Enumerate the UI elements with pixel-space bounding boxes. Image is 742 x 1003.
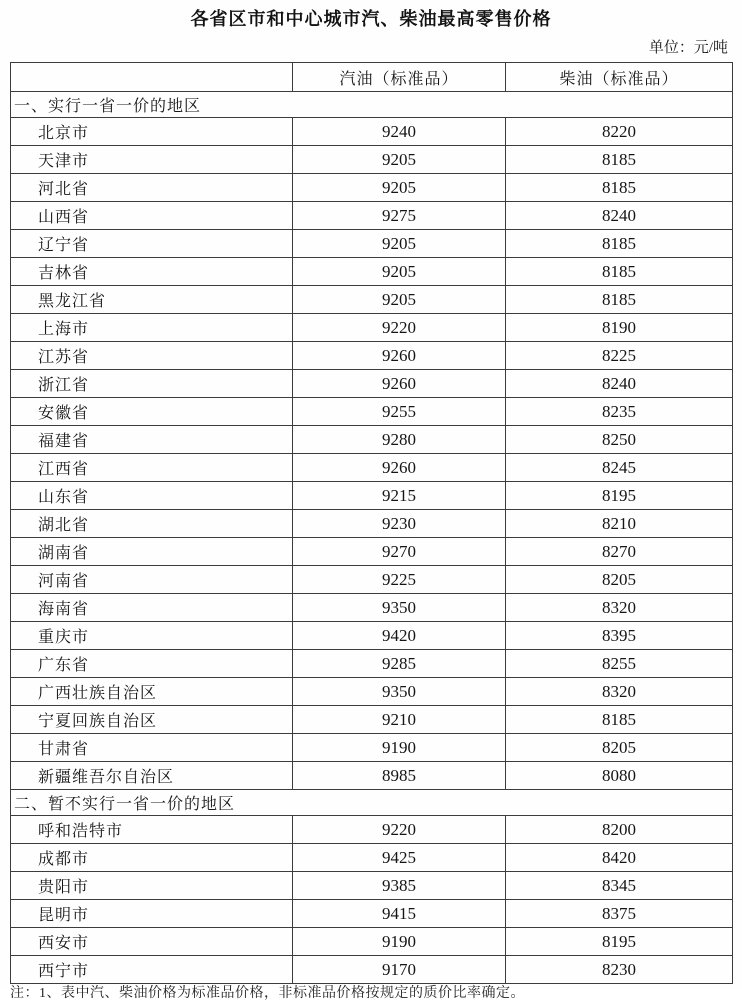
region-cell: 黑龙江省 — [11, 286, 293, 314]
section-heading: 一、实行一省一价的地区 — [11, 92, 733, 118]
table-row — [11, 342, 733, 370]
table-row — [11, 678, 733, 706]
gasoline-price-cell: 9205 — [293, 174, 506, 202]
region-cell: 河北省 — [11, 174, 293, 202]
region-cell: 广西壮族自治区 — [11, 678, 293, 706]
table-row — [11, 844, 733, 872]
region-cell: 广东省 — [11, 650, 293, 678]
gasoline-price-cell: 9220 — [293, 816, 506, 844]
table-row — [11, 510, 733, 538]
section-row — [11, 92, 733, 118]
region-cell: 福建省 — [11, 426, 293, 454]
gasoline-price-cell: 9385 — [293, 872, 506, 900]
page-title: 各省区市和中心城市汽、柴油最高零售价格 — [190, 9, 552, 29]
gasoline-price-cell: 9190 — [293, 928, 506, 956]
region-cell: 西安市 — [11, 928, 293, 956]
table-row — [11, 258, 733, 286]
table-row — [11, 872, 733, 900]
table-row — [11, 454, 733, 482]
diesel-price-cell: 8080 — [506, 762, 733, 790]
gasoline-price-cell: 9225 — [293, 566, 506, 594]
region-cell: 北京市 — [11, 118, 293, 146]
diesel-price-cell: 8240 — [506, 202, 733, 230]
table-row — [11, 398, 733, 426]
diesel-price-cell: 8185 — [506, 230, 733, 258]
gasoline-column-header: 汽油（标准品） — [293, 63, 506, 92]
gasoline-price-cell: 9205 — [293, 258, 506, 286]
table-row — [11, 202, 733, 230]
table-row — [11, 622, 733, 650]
region-cell: 浙江省 — [11, 370, 293, 398]
table-body — [11, 92, 733, 984]
diesel-price-cell: 8375 — [506, 900, 733, 928]
diesel-price-cell: 8185 — [506, 286, 733, 314]
diesel-price-cell: 8185 — [506, 258, 733, 286]
table-row — [11, 118, 733, 146]
region-cell: 西宁市 — [11, 956, 293, 984]
diesel-price-cell: 8190 — [506, 314, 733, 342]
gasoline-price-cell: 8985 — [293, 762, 506, 790]
diesel-price-cell: 8395 — [506, 622, 733, 650]
region-cell: 海南省 — [11, 594, 293, 622]
table-row — [11, 594, 733, 622]
price-table — [10, 62, 733, 984]
section-row — [11, 790, 733, 816]
gasoline-price-cell: 9220 — [293, 314, 506, 342]
table-row — [11, 314, 733, 342]
gasoline-price-cell: 9260 — [293, 342, 506, 370]
diesel-price-cell: 8250 — [506, 426, 733, 454]
region-cell: 新疆维吾尔自治区 — [11, 762, 293, 790]
gasoline-price-cell: 9255 — [293, 398, 506, 426]
gasoline-price-cell: 9215 — [293, 482, 506, 510]
diesel-price-cell: 8420 — [506, 844, 733, 872]
diesel-price-cell: 8195 — [506, 928, 733, 956]
table-row — [11, 538, 733, 566]
region-cell: 宁夏回族自治区 — [11, 706, 293, 734]
table-row — [11, 650, 733, 678]
table-row — [11, 426, 733, 454]
region-cell: 吉林省 — [11, 258, 293, 286]
footnote-clipped-line — [10, 984, 742, 1001]
region-cell: 河南省 — [11, 566, 293, 594]
unit-label: 单位：元/吨 — [648, 40, 728, 56]
table-row — [11, 174, 733, 202]
table-row — [11, 734, 733, 762]
gasoline-price-cell: 9205 — [293, 146, 506, 174]
table-row — [11, 816, 733, 844]
gasoline-price-cell: 9190 — [293, 734, 506, 762]
diesel-price-cell: 8195 — [506, 482, 733, 510]
table-row — [11, 370, 733, 398]
region-cell: 成都市 — [11, 844, 293, 872]
gasoline-price-cell: 9285 — [293, 650, 506, 678]
gasoline-price-cell: 9205 — [293, 286, 506, 314]
table-row — [11, 286, 733, 314]
diesel-price-cell: 8200 — [506, 816, 733, 844]
gasoline-price-cell: 9210 — [293, 706, 506, 734]
diesel-price-cell: 8320 — [506, 678, 733, 706]
section-heading: 二、暂不实行一省一价的地区 — [11, 790, 733, 816]
diesel-price-cell: 8225 — [506, 342, 733, 370]
diesel-price-cell: 8185 — [506, 146, 733, 174]
diesel-price-cell: 8185 — [506, 174, 733, 202]
table-row — [11, 762, 733, 790]
diesel-column-header: 柴油（标准品） — [506, 63, 733, 92]
region-cell: 江苏省 — [11, 342, 293, 370]
diesel-price-cell: 8220 — [506, 118, 733, 146]
region-cell: 江西省 — [11, 454, 293, 482]
diesel-price-cell: 8320 — [506, 594, 733, 622]
region-cell: 湖南省 — [11, 538, 293, 566]
footnote-text: 注：1、表中汽、柴油价格为标准品价格，非标准品价格按规定的质价比率确定。 — [10, 986, 525, 1001]
diesel-price-cell: 8205 — [506, 566, 733, 594]
region-cell: 安徽省 — [11, 398, 293, 426]
diesel-price-cell: 8245 — [506, 454, 733, 482]
diesel-price-cell: 8205 — [506, 734, 733, 762]
gasoline-price-cell: 9270 — [293, 538, 506, 566]
diesel-price-cell: 8345 — [506, 872, 733, 900]
table-row — [11, 900, 733, 928]
region-cell: 辽宁省 — [11, 230, 293, 258]
region-cell: 昆明市 — [11, 900, 293, 928]
gasoline-price-cell: 9415 — [293, 900, 506, 928]
gasoline-price-cell: 9260 — [293, 370, 506, 398]
gasoline-price-cell: 9230 — [293, 510, 506, 538]
gasoline-price-cell: 9170 — [293, 956, 506, 984]
diesel-price-cell: 8270 — [506, 538, 733, 566]
region-cell: 山西省 — [11, 202, 293, 230]
region-cell: 重庆市 — [11, 622, 293, 650]
region-cell: 贵阳市 — [11, 872, 293, 900]
gasoline-price-cell: 9420 — [293, 622, 506, 650]
diesel-price-cell: 8230 — [506, 956, 733, 984]
diesel-price-cell: 8235 — [506, 398, 733, 426]
gasoline-price-cell: 9425 — [293, 844, 506, 872]
gasoline-price-cell: 9205 — [293, 230, 506, 258]
table-row — [11, 230, 733, 258]
gasoline-price-cell: 9260 — [293, 454, 506, 482]
table-row — [11, 706, 733, 734]
region-cell: 甘肃省 — [11, 734, 293, 762]
region-cell: 呼和浩特市 — [11, 816, 293, 844]
table-row — [11, 956, 733, 984]
region-cell: 山东省 — [11, 482, 293, 510]
region-cell: 天津市 — [11, 146, 293, 174]
gasoline-price-cell: 9240 — [293, 118, 506, 146]
region-column-header — [11, 63, 293, 92]
gasoline-price-cell: 9350 — [293, 678, 506, 706]
diesel-price-cell: 8255 — [506, 650, 733, 678]
table-row — [11, 146, 733, 174]
gasoline-price-cell: 9280 — [293, 426, 506, 454]
region-cell: 上海市 — [11, 314, 293, 342]
diesel-price-cell: 8240 — [506, 370, 733, 398]
table-row — [11, 482, 733, 510]
table-row — [11, 566, 733, 594]
gasoline-price-cell: 9350 — [293, 594, 506, 622]
diesel-price-cell: 8210 — [506, 510, 733, 538]
table-row — [11, 928, 733, 956]
region-cell: 湖北省 — [11, 510, 293, 538]
diesel-price-cell: 8185 — [506, 706, 733, 734]
gasoline-price-cell: 9275 — [293, 202, 506, 230]
header-row — [11, 63, 733, 92]
